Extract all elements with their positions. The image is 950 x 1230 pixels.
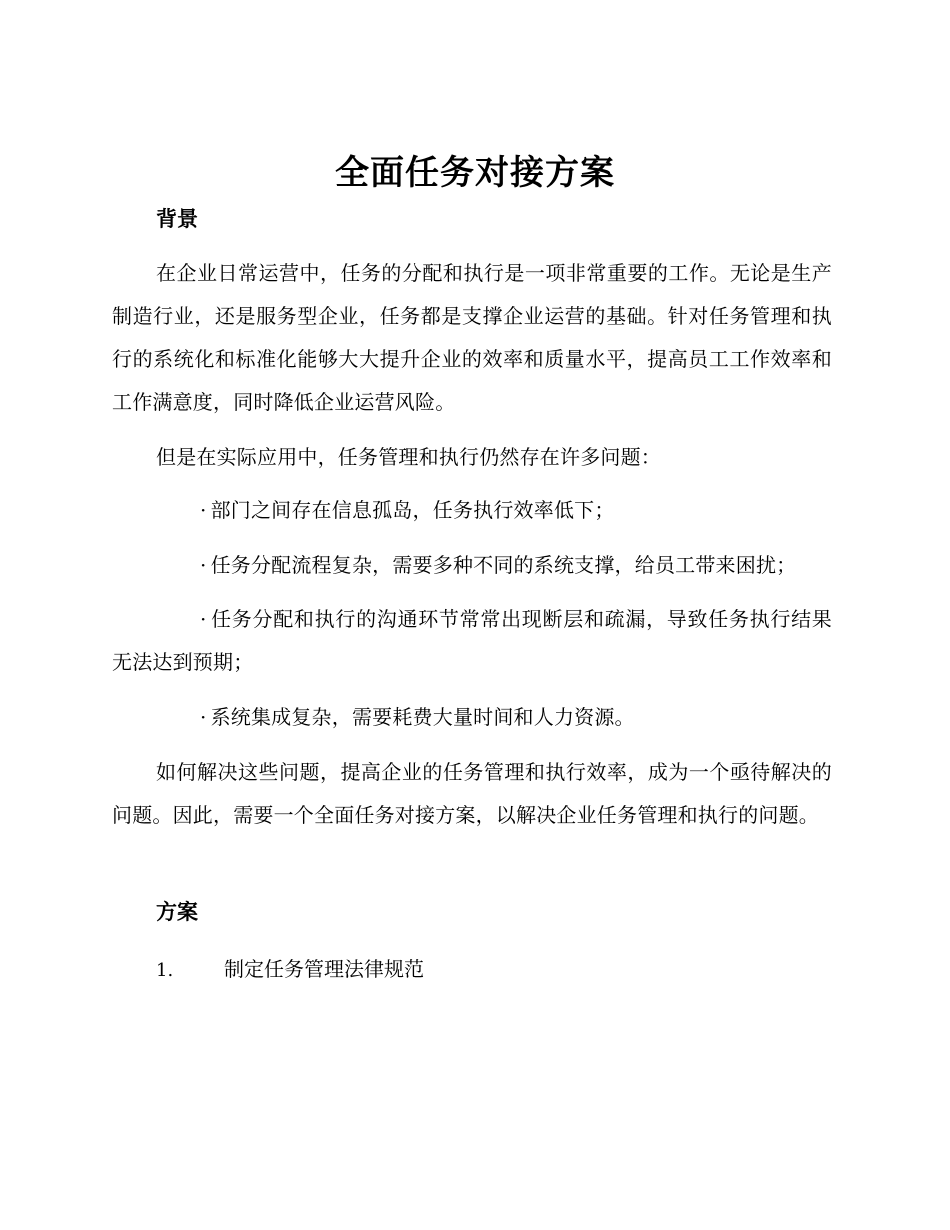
background-paragraph: 在企业日常运营中，任务的分配和执行是一项非常重要的工作。无论是生产制造行业，还是服务型企业，任务都是支撑企业运营的基础。针对任务管理和执行的系统化和标准化能够大大提升企业的效率和质量水平，提高员工工作效率和工作满意度，同时降低企业运营风险。 — [112, 261, 832, 414]
numbered-list-item — [156, 955, 424, 985]
bullet-text: 部门之间存在信息孤岛，任务执行效率低下； — [210, 498, 615, 522]
bullet-dot: · — [200, 498, 207, 522]
bullet-dot: · — [200, 553, 207, 577]
bullet-item — [112, 598, 832, 684]
document-title: 全面任务对接方案 — [335, 153, 615, 193]
bullet-item — [112, 489, 832, 532]
bullet-item — [112, 696, 832, 739]
bullet-text: 任务分配和执行的沟通环节常常出现断层和疏漏，导致任务执行结果无法达到预期； — [112, 607, 832, 674]
section-heading-background: 背景 — [156, 207, 198, 231]
bullet-dot: · — [200, 705, 207, 729]
section-heading-solution: 方案 — [156, 900, 198, 924]
bullet-item — [112, 544, 832, 587]
bullet-text: 系统集成复杂，需要耗费大量时间和人力资源。 — [210, 705, 635, 729]
bullet-dot: · — [200, 607, 207, 631]
list-number: 1. — [156, 960, 174, 981]
problems-intro-paragraph: 但是在实际应用中，任务管理和执行仍然存在许多问题： — [156, 445, 661, 469]
list-item-text: 制定任务管理法律规范 — [224, 957, 424, 981]
closing-paragraph: 如何解决这些问题，提高企业的任务管理和执行效率，成为一个亟待解决的问题。因此，需要一个全面任务对接方案，以解决企业任务管理和执行的问题。 — [112, 760, 832, 827]
bullet-text: 任务分配流程复杂，需要多种不同的系统支撑，给员工带来困扰； — [210, 553, 797, 577]
